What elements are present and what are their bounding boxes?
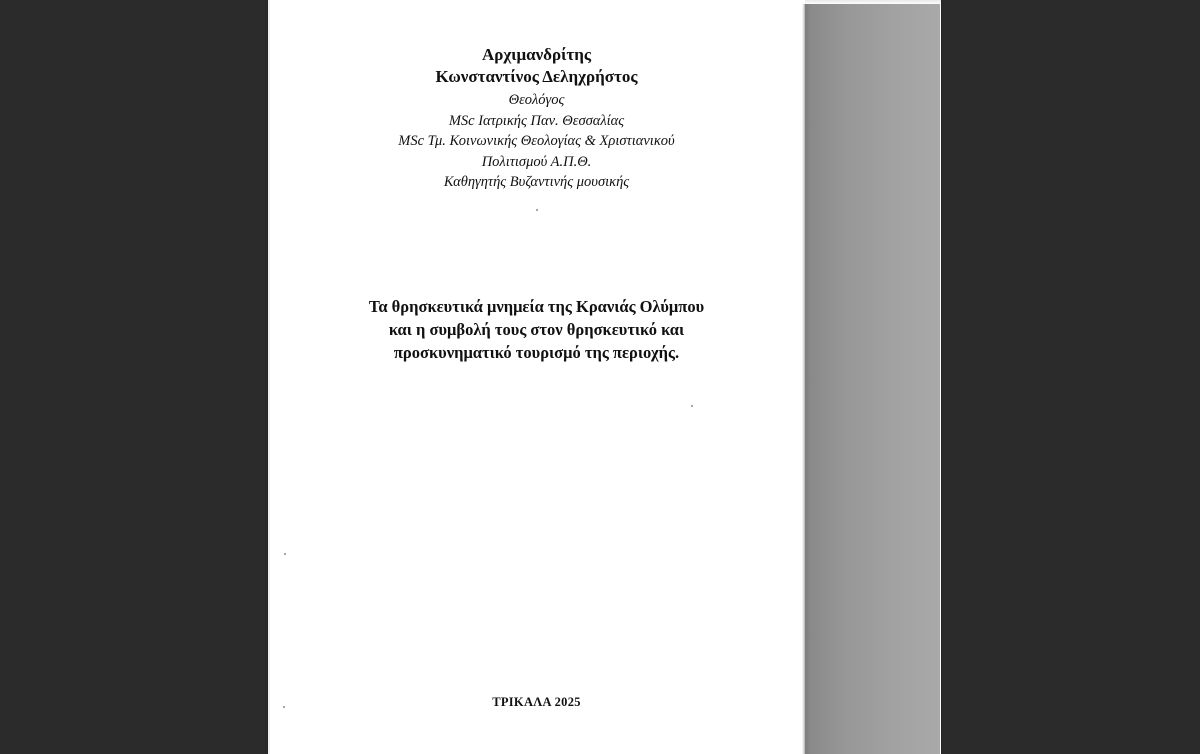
book-title-line: και η συμβολή τους στον θρησκευτικό και (388, 320, 685, 339)
scan-speck (284, 553, 286, 555)
author-credential: MSc Τμ. Κοινωνικής Θεολογίας & Χριστιανικού (398, 133, 675, 149)
imprint-place-year: ΤΡΙΚΑΛΑ 2025 (492, 695, 581, 709)
author-credential: Θεολόγος (508, 92, 565, 108)
author-rank: Αρχιμανδρίτης (481, 45, 592, 64)
author-credential: MSc Ιατρικής Παν. Θεσσαλίας (448, 112, 625, 129)
book-title (268, 295, 805, 364)
book-title-line: προσκυνηματικό τουρισμό της περιοχής. (393, 343, 680, 362)
author-credential: Πολιτισμού Α.Π.Θ. (481, 153, 592, 170)
scan-speck (691, 405, 693, 407)
book-title-line: Τα θρησκευτικά μνημεία της Κρανιάς Ολύμπου (368, 297, 705, 316)
author-credential: Καθηγητής Βυζαντινής μουσικής (443, 174, 630, 190)
author-block (268, 44, 805, 193)
author-name: Κωνσταντίνος Δεληχρήστος (435, 67, 638, 86)
scan-shadow (805, 4, 940, 754)
scan-speck (536, 209, 538, 211)
scan-speck (283, 706, 285, 708)
